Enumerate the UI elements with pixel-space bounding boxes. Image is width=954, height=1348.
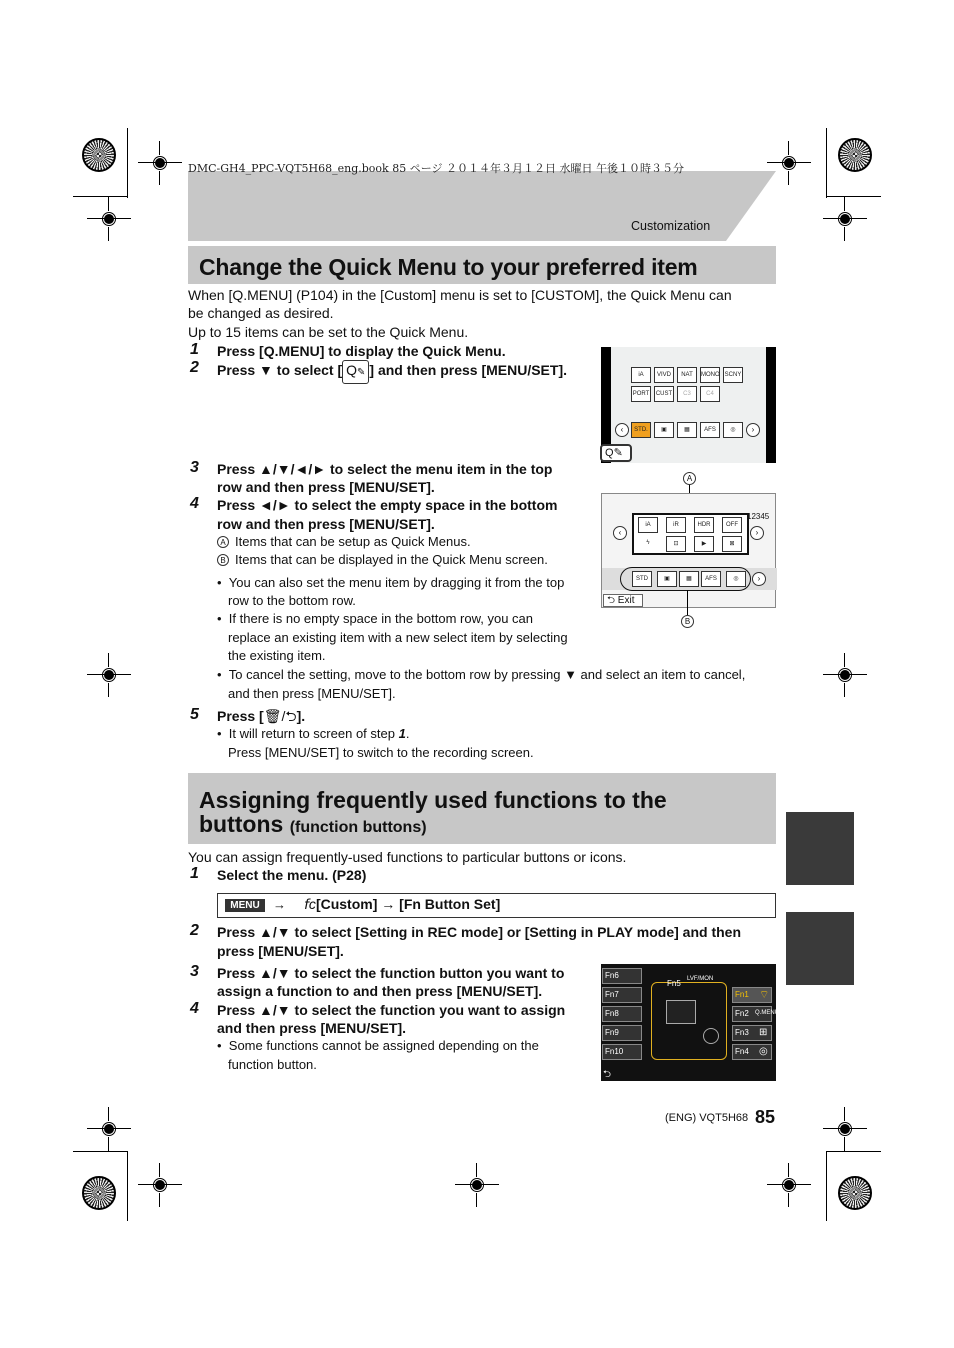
quick-menu-edit-screen — [601, 493, 776, 608]
fn-button-screen — [601, 964, 779, 1081]
fn-label: Fn1 — [735, 990, 749, 999]
section-title: Change the Quick Menu to your preferred item — [199, 254, 698, 280]
crop-line — [826, 1151, 881, 1152]
crosshair-icon — [146, 1171, 174, 1199]
menu-item-icon: iA — [631, 367, 651, 383]
crosshair-icon — [775, 149, 803, 177]
step-number: 4 — [190, 495, 199, 512]
registration-mark-icon — [838, 138, 872, 172]
menu-item-icon: iA — [638, 517, 658, 533]
menu-chip: MENU — [225, 899, 265, 912]
note-a: A Items that can be setup as Quick Menus. — [217, 533, 471, 552]
bullet-text: and then press [MENU/SET]. — [228, 686, 396, 701]
flash-icon: ϟ — [638, 536, 658, 552]
crosshair-icon — [831, 1115, 859, 1143]
menu-item-icon: C4 — [700, 386, 720, 402]
qmenu-custom-icon: Q✎ — [600, 444, 632, 462]
return-icon: ⮌ — [603, 1069, 612, 1080]
arrow-right-icon: › — [750, 526, 764, 540]
step-text: Press [Q.MENU] to display the Quick Menu. — [217, 343, 506, 359]
intro-text: Up to 15 items can be set to the Quick Menu. — [188, 324, 469, 340]
menu-item-icon: SCNY — [723, 367, 743, 383]
crop-line — [826, 128, 827, 198]
crosshair-icon — [95, 661, 123, 689]
step-number: 5 — [190, 706, 199, 723]
bullet-text: • If there is no empty space in the bottom row, you can — [217, 611, 533, 626]
arrow-icon: → — [273, 897, 286, 912]
crop-line — [127, 1151, 128, 1221]
step-text: Press [🗑/⮌]. — [217, 708, 306, 724]
crosshair-icon — [146, 149, 174, 177]
section-title: buttons (function buttons) — [199, 811, 427, 837]
afs-icon: AFS — [701, 571, 721, 587]
fn-label: Fn3 — [735, 1028, 749, 1037]
menu-item-icon: ⊡ — [666, 536, 686, 552]
intro-text: When [Q.MENU] (P104) in the [Custom] menu is set to [CUSTOM], the Quick Menu can — [188, 287, 732, 303]
qmenu-label: Q.MENU — [755, 1010, 779, 1016]
step-text: Select the menu. (P28) — [217, 867, 367, 883]
bullet-text: replace an existing item with a new select item by selecting — [228, 630, 568, 645]
page-number: 85 — [755, 1107, 776, 1127]
menu-item-icon: MONO — [700, 367, 720, 383]
step-text — [217, 360, 567, 384]
chapter-tab — [786, 812, 854, 885]
fn-label: Fn6 — [605, 971, 619, 980]
selected-item-icon: STD. — [631, 422, 651, 438]
crop-line — [73, 1151, 128, 1152]
chapter-tab — [786, 912, 854, 985]
camera-lcd — [666, 1000, 696, 1024]
step-text: Press ◄/► to select the empty space in the bottom — [217, 497, 558, 513]
step-number: 3 — [190, 459, 199, 476]
callout-b: B — [681, 615, 694, 628]
running-head: DMC-GH4_PPC-VQT5H68_eng.book 85 ページ ２０１４年３月１２日 水曜日 午後１０時３５分 — [188, 162, 684, 175]
intro-text: You can assign frequently-used functions to particular buttons or icons. — [188, 849, 627, 865]
exit-button: ⮌ Exit — [603, 594, 643, 607]
screen-panel — [611, 347, 766, 463]
registration-mark-icon — [838, 1176, 872, 1210]
fn-label: Fn7 — [605, 990, 619, 999]
menu-item-icon: C3 — [677, 386, 697, 402]
metering-icon: ◎ — [723, 422, 743, 438]
menu-item-icon: ▣ — [654, 422, 674, 438]
registration-mark-icon — [82, 1176, 116, 1210]
fn-label: Fn8 — [605, 1009, 619, 1018]
step-number: 3 — [190, 963, 199, 980]
arrow-left-icon: ‹ — [615, 423, 629, 437]
bullet-text: row to the bottom row. — [228, 593, 356, 608]
custom-icon: 𝘧c — [304, 896, 316, 912]
bottom-row-outline — [620, 567, 751, 591]
menu-item-icon: ▶ — [694, 536, 714, 552]
afs-icon: AFS — [700, 422, 720, 438]
metering-icon: ◎ — [726, 571, 746, 587]
menu-path: 𝘧c[Custom] → [Fn Button Set] — [304, 896, 501, 912]
crop-line — [826, 196, 881, 197]
menu-item-icon: NAT — [677, 367, 697, 383]
section-title: Assigning frequently used functions to the — [199, 787, 667, 813]
fn-label: Fn5 — [667, 979, 681, 988]
top-row-frame — [632, 513, 749, 555]
step-text: Press ▲/▼ to select [Setting in REC mode] or [Setting in PLAY mode] and then — [217, 924, 742, 940]
step-number: 2 — [190, 922, 199, 939]
bullet-text: Press [MENU/SET] to switch to the recording screen. — [228, 745, 534, 760]
step-number: 4 — [190, 1000, 199, 1017]
crosshair-icon — [831, 661, 859, 689]
crosshair-icon — [831, 205, 859, 233]
crosshair-icon — [463, 1171, 491, 1199]
delete-return-icon: 🗑/⮌ — [263, 708, 297, 724]
menu-item-icon: iR — [666, 517, 686, 533]
fn-label: Fn2 — [735, 1009, 749, 1018]
arrow-right-icon: › — [752, 572, 766, 586]
bullet-text: • To cancel the setting, move to the bottom row by pressing ▼ and select an item to cancel, — [217, 667, 746, 682]
intro-text: be changed as desired. — [188, 305, 334, 321]
menu-item-icon: ▦ — [679, 571, 699, 587]
menu-path-box — [217, 893, 776, 918]
section-title-bar — [188, 246, 776, 284]
bullet-text: • Some functions cannot be assigned depending on the — [217, 1038, 539, 1053]
callout-a: A — [683, 472, 696, 485]
crop-line — [826, 1151, 827, 1221]
counter-text: 12345 — [747, 512, 770, 521]
menu-item-icon: STD — [632, 571, 652, 587]
step-text: row and then press [MENU/SET]. — [217, 516, 435, 532]
bullet-text: • You can also set the menu item by dragging it from the top — [217, 575, 565, 590]
quick-menu-screen — [601, 347, 776, 463]
crosshair-icon — [95, 1115, 123, 1143]
step-text-part: ] and then press [MENU/SET]. — [369, 362, 567, 378]
menu-item-icon: ▣ — [657, 571, 677, 587]
menu-item-icon: PORT — [631, 386, 651, 402]
lvf-label: LVF/MON — [687, 976, 714, 982]
step-text: Press ▲/▼ to select the function button you want to — [217, 965, 565, 981]
grid-icon: ⊞ — [759, 1027, 768, 1038]
arrow-right-icon: › — [746, 423, 760, 437]
wifi-icon: ⌔ — [759, 989, 770, 1001]
menu-item-icon: CUST — [654, 386, 674, 402]
menu-item-icon: OFF — [722, 517, 742, 533]
note-b: B Items that can be displayed in the Quick Menu screen. — [217, 551, 548, 570]
metering-icon: ◎ — [759, 1046, 768, 1057]
step-text-part: Press ▼ to select [ — [217, 362, 343, 378]
qmenu-custom-icon: Q✎ — [342, 360, 369, 384]
fn-label: Fn4 — [735, 1047, 749, 1056]
menu-item-icon: ⊠ — [722, 536, 742, 552]
bullet-text: • It will return to screen of step 1. — [217, 726, 410, 741]
menu-item-icon: VIVD — [654, 367, 674, 383]
step-text: Press ▲/▼/◄/► to select the menu item in the top — [217, 461, 553, 477]
arrow-left-icon: ‹ — [613, 526, 627, 540]
callout-line — [687, 590, 688, 616]
step-text: assign a function to and then press [MENU/SET]. — [217, 983, 543, 999]
step-number: 2 — [190, 359, 199, 376]
bullet-text: function button. — [228, 1057, 317, 1072]
doc-code: (ENG) VQT5H68 — [665, 1112, 749, 1124]
step-text: Press ▲/▼ to select the function you want to assign — [217, 1002, 566, 1018]
crosshair-icon — [775, 1171, 803, 1199]
step-text: and then press [MENU/SET]. — [217, 1020, 407, 1036]
crop-line — [73, 196, 128, 197]
crosshair-icon — [95, 205, 123, 233]
menu-item-icon: ▦ — [677, 422, 697, 438]
camera-dial — [703, 1028, 719, 1044]
fn-label: Fn10 — [605, 1047, 624, 1056]
bullet-text: the existing item. — [228, 648, 326, 663]
step-text: row and then press [MENU/SET]. — [217, 479, 435, 495]
registration-mark-icon — [82, 138, 116, 172]
step-number: 1 — [190, 341, 199, 358]
step-number: 1 — [190, 865, 199, 882]
step-text: press [MENU/SET]. — [217, 943, 344, 959]
section-title-bar — [188, 773, 776, 844]
crop-line — [127, 128, 128, 198]
fn-label: Fn9 — [605, 1028, 619, 1037]
section-tag: Customization — [631, 219, 711, 233]
menu-item-icon: HDR — [694, 517, 714, 533]
